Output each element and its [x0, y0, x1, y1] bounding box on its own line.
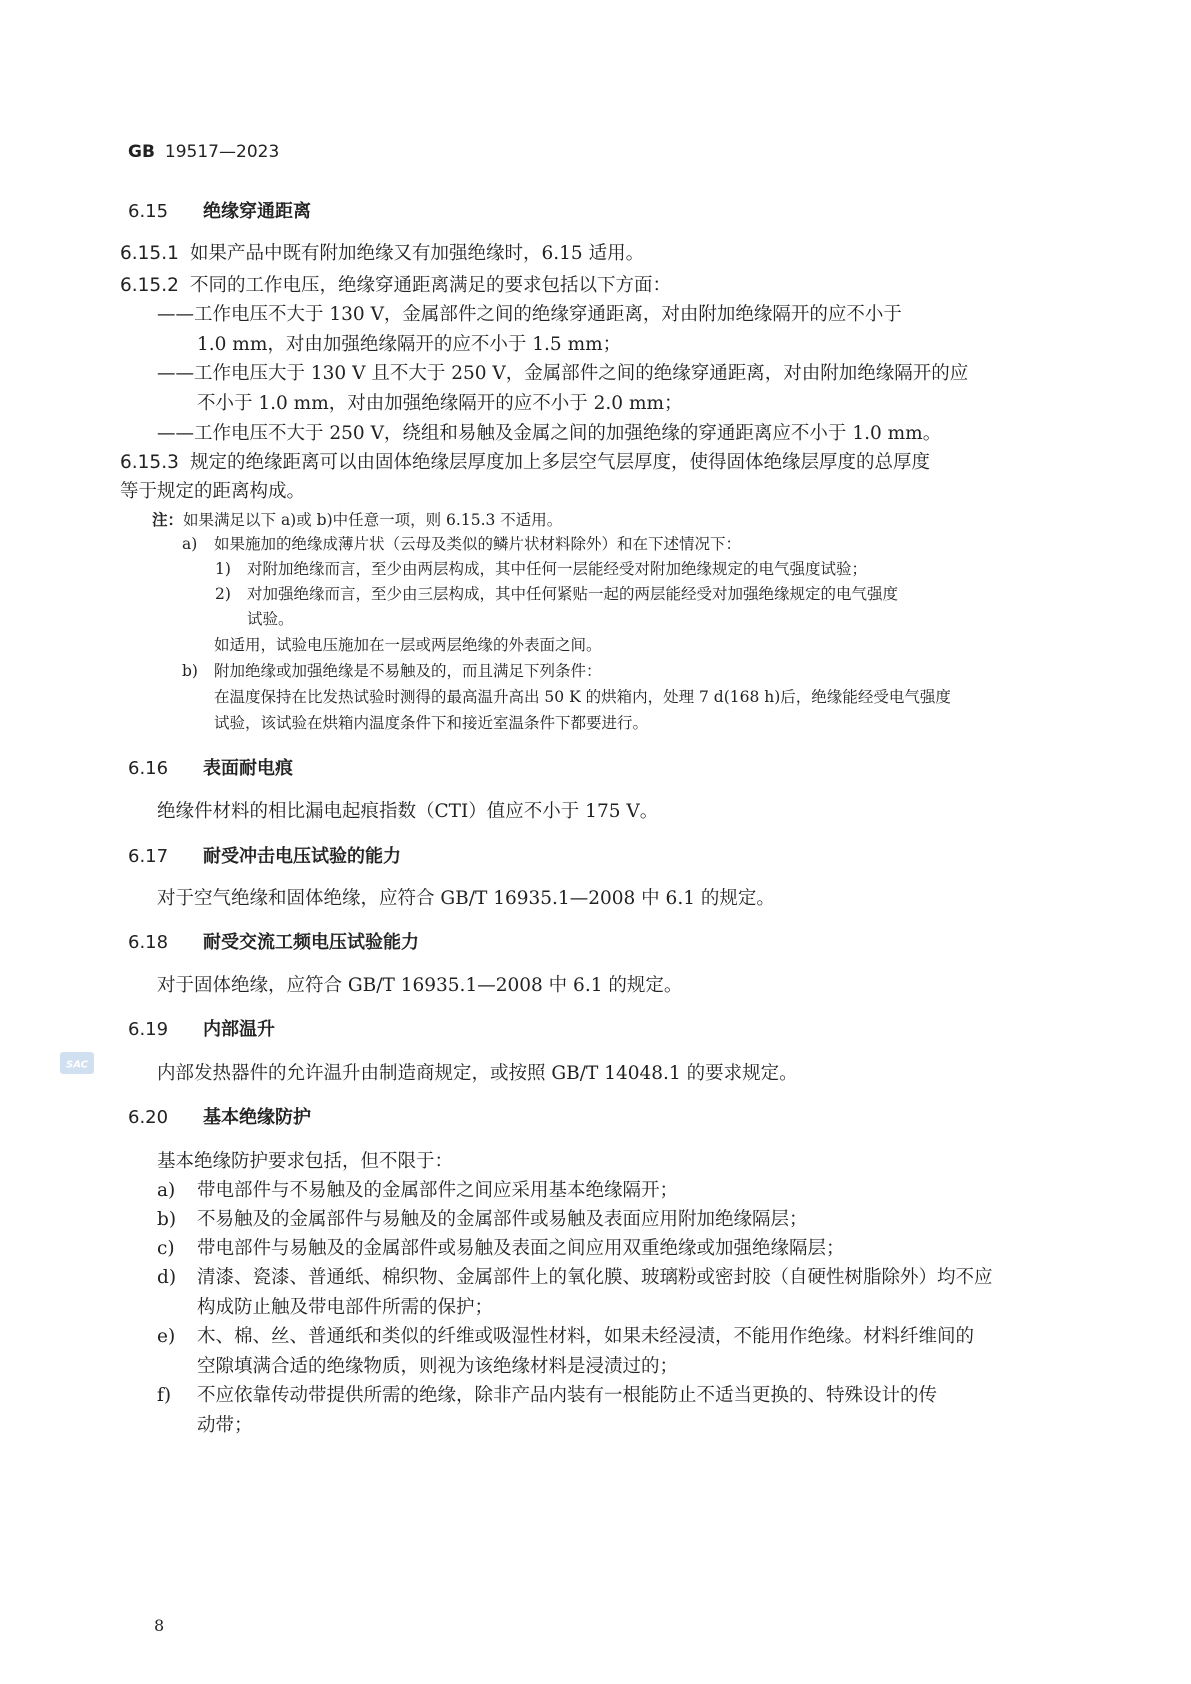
list-text: 清漆、瓷漆、普通纸、棉织物、金属部件上的氧化膜、玻璃粉或密封胶（自硬性树脂除外）均不应	[197, 1267, 993, 1288]
list-marker: d)	[157, 1267, 177, 1288]
note-label: 注：	[152, 510, 184, 529]
section-6-19-body: 内部发热器件的允许温升由制造商规定，或按照 GB/T 14048.1 的要求规定。	[157, 1063, 798, 1084]
note-item-a	[182, 537, 741, 553]
list-item-d	[157, 1269, 993, 1288]
standard-prefix: GB	[128, 142, 155, 162]
dash-item-1-line-1: ——工作电压不大于 130 V，金属部件之间的绝缘穿通距离，对由附加绝缘隔开的应不小于	[157, 304, 902, 325]
list-marker: a)	[157, 1180, 176, 1201]
list-item-e	[157, 1328, 974, 1347]
list-item-f	[157, 1387, 937, 1406]
list-text: 如果施加的绝缘成薄片状（云母及类似的鳞片状材料除外）和在下述情况下：	[214, 535, 742, 553]
list-text: 木、棉、丝、普通纸和类似的纤维或吸湿性材料，如果未经浸渍，不能用作绝缘。材料纤维间的	[197, 1326, 975, 1347]
clause-number: 6.15.2	[120, 275, 179, 296]
list-text: 对加强绝缘而言，至少由三层构成，其中任何紧贴一起的两层能经受对加强绝缘规定的电气强度	[247, 585, 899, 603]
clause-text: 如果产品中既有附加绝缘又有加强绝缘时，6.15 适用。	[190, 243, 645, 264]
list-item-d-cont: 构成防止触及带电部件所需的保护；	[197, 1297, 494, 1318]
list-marker: c)	[157, 1238, 175, 1259]
section-6-18-body: 对于固体绝缘，应符合 GB/T 16935.1—2008 中 6.1 的规定。	[157, 975, 683, 996]
standard-code	[128, 144, 279, 161]
note-item-b	[182, 664, 602, 680]
section-title: 耐受交流工频电压试验能力	[203, 932, 419, 953]
clause-6-15-3-line-1	[120, 454, 930, 473]
note-intro	[152, 512, 562, 529]
section-heading-6-19	[128, 1021, 275, 1039]
note-item-a-tail: 如适用，试验电压施加在一层或两层绝缘的外表面之间。	[214, 636, 602, 654]
list-item-f-cont: 动带；	[197, 1415, 253, 1436]
dash-item-2-line-2: 不小于 1.0 mm，对由加强绝缘隔开的应不小于 2.0 mm；	[197, 393, 683, 414]
list-marker: e)	[157, 1326, 176, 1347]
list-item-b	[157, 1211, 808, 1230]
list-marker: 1)	[215, 560, 231, 578]
list-text: 附加绝缘或加强绝缘是不易触及的，而且满足下列条件：	[214, 662, 602, 680]
list-marker: 2)	[215, 585, 231, 603]
list-text: 带电部件与易触及的金属部件或易触及表面之间应用双重绝缘或加强绝缘隔层；	[197, 1238, 845, 1259]
note-item-a-2-cont: 试验。	[247, 610, 294, 628]
section-number: 6.15	[128, 201, 169, 222]
clause-text: 不同的工作电压，绝缘穿通距离满足的要求包括以下方面：	[190, 275, 672, 296]
section-6-20-intro: 基本绝缘防护要求包括，但不限于：	[157, 1151, 454, 1172]
note-item-a-2	[215, 587, 898, 603]
dash-item-3: ——工作电压不大于 250 V，绕组和易触及金属之间的加强绝缘的穿通距离应不小于 1.0 mm。	[157, 423, 942, 444]
section-number: 6.17	[128, 846, 169, 867]
section-number: 6.19	[128, 1019, 169, 1040]
section-6-16-body: 绝缘件材料的相比漏电起痕指数（CTI）值应不小于 175 V。	[157, 801, 659, 822]
section-number: 6.18	[128, 932, 169, 953]
list-marker: f)	[157, 1385, 172, 1406]
clause-6-15-3-line-2: 等于规定的距离构成。	[120, 481, 306, 502]
section-title: 绝缘穿通距离	[203, 201, 311, 222]
list-marker: b)	[157, 1209, 177, 1230]
svg-text:SAC: SAC	[66, 1059, 88, 1071]
section-heading-6-18	[128, 934, 419, 952]
sac-watermark-logo	[60, 1050, 94, 1076]
list-item-c	[157, 1240, 845, 1259]
list-item-e-cont: 空隙填满合适的绝缘物质，则视为该绝缘材料是浸渍过的；	[197, 1356, 679, 1377]
section-title: 表面耐电痕	[203, 758, 293, 779]
section-title: 内部温升	[203, 1019, 275, 1040]
list-marker: b)	[182, 662, 198, 680]
section-title: 耐受冲击电压试验的能力	[203, 846, 401, 867]
dash-item-1-line-2: 1.0 mm，对由加强绝缘隔开的应不小于 1.5 mm；	[197, 334, 622, 355]
section-6-17-body: 对于空气绝缘和固体绝缘，应符合 GB/T 16935.1—2008 中 6.1 的规定。	[157, 888, 775, 909]
note-text: 如果满足以下 a)或 b)中任意一项，则 6.15.3 不适用。	[183, 511, 563, 529]
note-item-a-1	[215, 562, 867, 578]
clause-text: 规定的绝缘距离可以由固体绝缘层厚度加上多层空气层厚度，使得固体绝缘层厚度的总厚度	[190, 452, 931, 473]
list-text: 不应依靠传动带提供所需的绝缘，除非产品内装有一根能防止不适当更换的、特殊设计的传	[197, 1385, 938, 1406]
note-item-b-line-3: 试验，该试验在烘箱内温度条件下和接近室温条件下都要进行。	[214, 714, 649, 732]
list-item-a	[157, 1182, 678, 1201]
list-marker: a)	[182, 535, 198, 553]
section-title: 基本绝缘防护	[203, 1107, 311, 1128]
section-heading-6-20	[128, 1109, 311, 1127]
standard-number: 19517—2023	[164, 142, 280, 162]
clause-number: 6.15.3	[120, 452, 179, 473]
section-number: 6.20	[128, 1107, 169, 1128]
section-heading-6-16	[128, 760, 293, 778]
section-number: 6.16	[128, 758, 169, 779]
clause-6-15-1	[120, 245, 644, 264]
note-item-b-line-2: 在温度保持在比发热试验时测得的最高温升高出 50 K 的烘箱内，处理 7 d(168 h)后，绝缘能经受电气强度	[214, 688, 951, 706]
dash-item-2-line-1: ——工作电压大于 130 V 且不大于 250 V，金属部件之间的绝缘穿通距离，对由附加绝缘隔开的应	[157, 363, 969, 384]
list-text: 带电部件与不易触及的金属部件之间应采用基本绝缘隔开；	[197, 1180, 679, 1201]
section-heading-6-17	[128, 848, 401, 866]
list-text: 对附加绝缘而言，至少由两层构成，其中任何一层能经受对附加绝缘规定的电气强度试验；	[247, 560, 868, 578]
section-heading-6-15	[128, 203, 311, 221]
list-text: 不易触及的金属部件与易触及的金属部件或易触及表面应用附加绝缘隔层；	[197, 1209, 808, 1230]
page-number: 8	[154, 1616, 165, 1635]
clause-6-15-2	[120, 277, 671, 296]
clause-number: 6.15.1	[120, 243, 179, 264]
